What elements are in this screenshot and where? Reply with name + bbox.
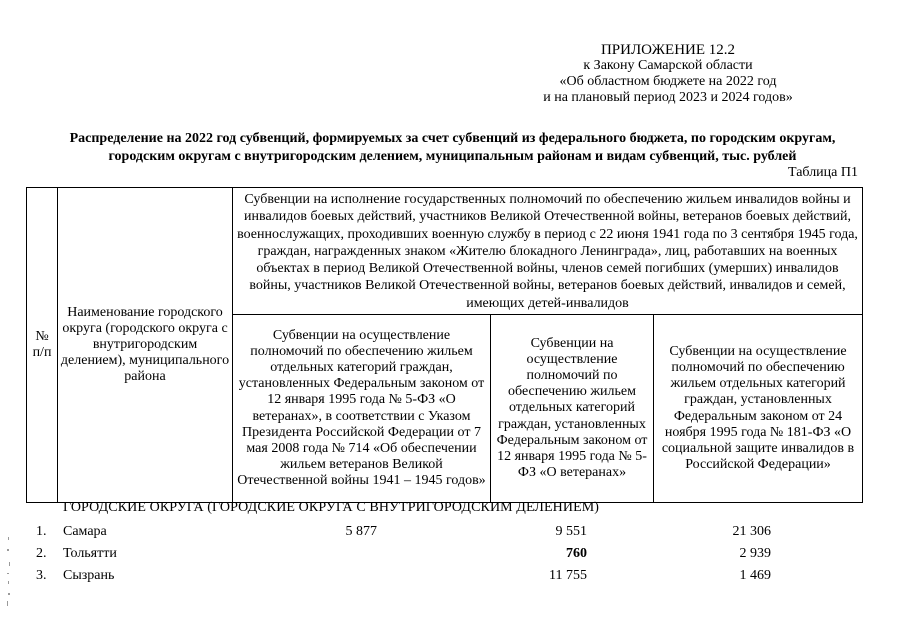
row-name: Тольятти xyxy=(63,546,117,561)
column-name-header: Наименование городского округа (городского округа с внутригородским делением), муниципального района xyxy=(58,188,233,503)
row-name: Сызрань xyxy=(63,568,115,583)
appendix-line-3: и на плановый период 2023 и 2024 годов» xyxy=(543,90,793,105)
subsidy-column-2-header: Субвенции на осуществление полномочий по обеспечению жильем отдельных категорий граждан, установленных Федеральным законом от 12 января 1995 года № 5-ФЗ «О ветеранах» xyxy=(491,315,654,503)
appendix-title: ПРИЛОЖЕНИЕ 12.2 xyxy=(600,42,736,58)
subsidy-group-header: Субвенции на исполнение государственных полномочий по обеспечению жильем инвалидов войны и инвалидов боевых действий, участников Великой Отечественной войны, ветеранов боевых действий, военнослужащих, проходивших военную службу в период с 22 июня 1941 года по 3 сентября 1945 года, граждан, награжденных знаком «Жителю блокадного Ленинграда», лиц, работавших на военных объектах в период Великой Отечественной войны, членов семей погибших (умерших) инвалидов войны, участников Великой Отечественной войны, ветеранов боевых действий, инвалидов и семей, имеющих детей-инвалидов xyxy=(233,188,863,315)
row-number: 2. xyxy=(36,546,47,561)
row-value-3: 2 939 xyxy=(739,546,771,561)
subsidy-table-header xyxy=(26,187,863,503)
row-number: 3. xyxy=(36,568,47,583)
table-row xyxy=(0,546,905,566)
section-heading: ГОРОДСКИЕ ОКРУГА (ГОРОДСКИЕ ОКРУГА С ВНУТРИГОРОДСКИМ ДЕЛЕНИЕМ) xyxy=(63,500,600,515)
row-value-2: 9 551 xyxy=(555,524,587,539)
column-number-header: № п/п xyxy=(27,188,58,503)
document-title xyxy=(30,130,875,166)
table-label: Таблица П1 xyxy=(788,165,858,180)
title-line-2: городским округам с внутригородским делением, муниципальным районам и видам субвенций, тыс. рублей xyxy=(108,149,797,164)
table-row xyxy=(0,524,905,544)
row-value-3: 21 306 xyxy=(732,524,771,539)
appendix-line-2: «Об областном бюджете на 2022 год xyxy=(559,74,777,89)
appendix-line-1: к Закону Самарской области xyxy=(583,58,753,73)
row-number: 1. xyxy=(36,524,47,539)
row-name: Самара xyxy=(63,524,107,539)
row-value-2: 11 755 xyxy=(549,568,587,583)
table-row xyxy=(0,568,905,588)
title-line-1: Распределение на 2022 год субвенций, формируемых за счет субвенций из федерального бюджета, по городским округам, xyxy=(69,131,836,146)
appendix-header xyxy=(503,42,833,106)
subsidy-column-3-header: Субвенции на осуществление полномочий по обеспечению жильем отдельных категорий граждан, установленных Федеральным законом от 24 ноября 1995 года № 181-ФЗ «О социальной защите инвалидов в Российской Федерации» xyxy=(654,315,863,503)
row-value-1: 5 877 xyxy=(345,524,377,539)
subsidy-column-1-header: Субвенции на осуществление полномочий по обеспечению жильем отдельных категорий граждан, установленных Федеральным законом от 12 января 1995 года № 5-ФЗ «О ветеранах», в соответствии с Указом Президента Российской Федерации от 7 мая 2008 года № 714 «Об обеспечении жильем ветеранов Великой Отечественной войны 1941 – 1945 годов» xyxy=(233,315,491,503)
row-value-2: 760 xyxy=(566,546,587,561)
row-value-3: 1 469 xyxy=(739,568,771,583)
scan-artifact-marks xyxy=(6,535,12,615)
